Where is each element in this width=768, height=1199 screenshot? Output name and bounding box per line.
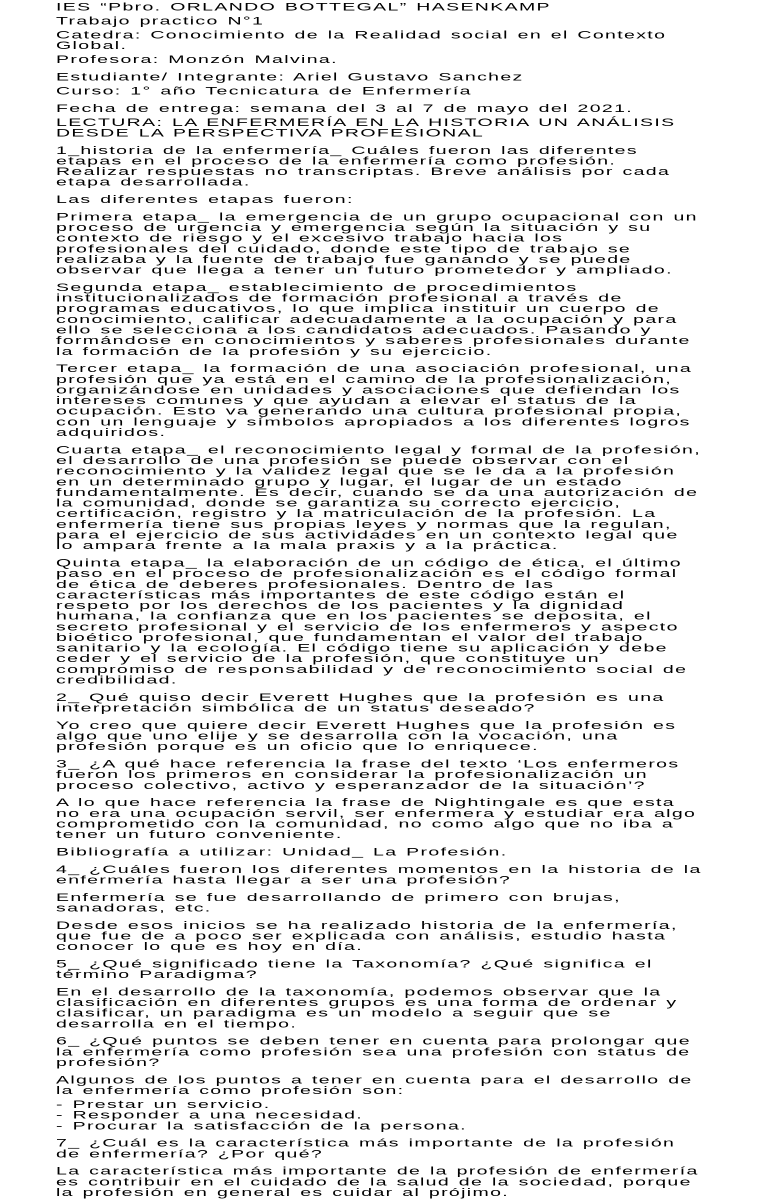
course-line: Curso: 1° año Tecnicatura de Enfermería [56,84,472,98]
question-7: 7_ ¿Cuál es la característica más importante de la profesión de enfermería? ¿Por qué? [56,1137,676,1161]
document-page [56,0,704,1199]
stage-1-paragraph: Primera etapa_ la emergencia de un grupo ocupacional con un proceso de urgencia y emergencia según la situación y su contexto de riesgo y el excesivo trabajo hacia los profesionales del cuidado, donde este tipo de trabajo se realizaba y la fuente de trabajo fue ganando y se puede observar que llega a tener un futuro prometedor y ampliado. [56,210,698,277]
answer-7: La característica más importante de la profesión de enfermería es contribuir en el cuidado de la salud de la sociedad, porque la profesión en general es cuidar al prójimo. [56,1165,699,1199]
due-date-line: Fecha de entrega: semana del 3 al 7 de mayo del 2021. [56,102,634,115]
subject-line: Catedra: Conocimiento de la Realidad social en el Contexto Global. [56,28,667,52]
stages-intro: Las diferentes etapas fueron: [56,193,354,206]
points-list [56,1100,704,1132]
question-4: 4_ ¿Cuáles fueron los diferentes momentos en la historia de la enfermería hasta llegar a ser una profesión? [56,863,702,887]
answer-4: Enfermería se fue desarrollando de primero con brujas, sanadoras, etc. [56,891,621,915]
question-2: 2_ Qué quiso decir Everett Hughes que la profesión es una interpretación simbólica de un status deseado? [56,691,665,715]
assignment-title: Trabajo practico N°1 [56,14,265,28]
student-line: Estudiante/ Integrante: Ariel Gustavo Sanchez [56,70,524,84]
teacher-line: Profesora: Monzón Malvina. [56,53,338,66]
question-6: 6_ ¿Qué puntos se deben tener en cuenta para prolongar que la enfermería como profesión sea una profesión con status de profesión? [56,1035,691,1069]
list-item: - Procurar la satisfacción de la persona. [56,1119,467,1133]
reading-title: LECTURA: LA ENFERMERÍA EN LA HISTORIA UN ANÁLISIS DESDE LA PERSPECTIVA PROFESIONAL [56,116,676,140]
answer-2: Yo creo que quiere decir Everett Hughes que la profesión es algo que uno elije y se desarrolla con la vocación, una profesión porque es un oficio que lo enriquece. [56,719,677,753]
answer-5: En el desarrollo de la taxonomía, podemos observar que la clasificación en diferentes grupos es una forma de ordenar y clasificar, un paradigma es un modelo a seguir que se desarrolla en el tiempo. [56,985,678,1031]
stage-4-paragraph: Cuarta etapa_ el reconocimiento legal y formal de la profesión, el desarrollo de una profesión se puede observar con el reconocimiento y la validez legal que se le da a la profesión en un determinado grupo y lugar, el lugar de un estado fundamentalmente. Es decir, cuando se da una autorización de la comunidad, donde se garantiza su correcto ejercicio, certificación, registro y la matriculación de la profesión. La enfermería tiene sus propias leyes y normas que la regulan, para el ejercicio de sus actividades en un contexto legal que lo ampara frente a la mala praxis y a la práctica. [56,443,702,552]
bibliography-line: Bibliografía a utilizar: Unidad_ La Profesión. [56,845,508,859]
stage-2-paragraph: Segunda etapa_ establecimiento de procedimientos institucionalizados de formación profesional a través de programas educativos, lo que implica instituir un cuerpo de conocimiento, calificar adecuadamente a la ocupación y para ello se selecciona a los candidatos adecuados. Pasando y formándose en conocimientos y saberes profesionales durante la formación de la profesión y su ejercicio. [56,281,691,358]
list-item: - Prestar un servicio. [56,1098,271,1111]
question-5: 5_ ¿Qué significado tiene la Taxonomía? ¿Qué significa el término Paradigma? [56,957,653,981]
question-1: 1_historia de la enfermería_ Cuáles fueron las diferentes etapas en el proceso de la enfermería como profesión. Realizar respuestas no transcriptas. Breve análisis por cada etapa desarrollada. [56,144,671,189]
answer-6-intro: Algunos de los puntos a tener en cuenta para el desarrollo de la enfermería como profesión son: [56,1073,693,1097]
question-3: 3_ ¿A qué hace referencia la frase del texto ‘Los enfermeros fueron los primeros en considerar la profesionalización un proceso colectivo, activo y esperanzador de la situación’? [56,758,680,792]
stage-3-paragraph: Tercer etapa_ la formación de una asociación profesional, una profesión que ya está en el camino de la profesionalización, organizándose en unidades y asociaciones que defiendan los intereses comunes y que ayudan a elevar el status de la ocupación. Esto va generando una cultura profesional propia, con un lenguaje y símbolos apropiados a los diferentes logros adquiridos. [56,362,693,439]
institution-name: IES “Pbro. ORLANDO BOTTEGAL” HASENKAMP [56,0,551,14]
answer-4-continued: Desde esos inicios se ha realizado historia de la enfermería, que fue de a poco ser explicada con análisis, estudio hasta conocer lo que es hoy en día. [56,919,678,953]
answer-3: A lo que hace referencia la frase de Nightingale es que esta no era una ocupación servil, ser enfermera y estudiar era algo comprometido con la comunidad, no como algo que no iba a tener un futuro conveniente. [56,796,697,841]
stage-5-paragraph: Quinta etapa_ la elaboración de un código de ética, el último paso en el proceso de profesionalización es el código formal de ética de deberes profesionales. Dentro de las características más importantes de este código están el respeto por los derechos de los pacientes y la dignidad humana, la confianza que en los pacientes se deposita, el secreto profesional y el servicio de los enfermeros y aspecto bioético profesional, que fundamentan el valor del trabajo sanitario y la ecología. El código tiene su aplicación y debe ceder y el servicio de la profesión, que constituye un compromiso de responsabilidad y de reconocimiento social de credibilidad. [56,556,688,687]
document-body [56,2,704,1198]
list-item: - Responder a una necesidad. [56,1109,364,1122]
